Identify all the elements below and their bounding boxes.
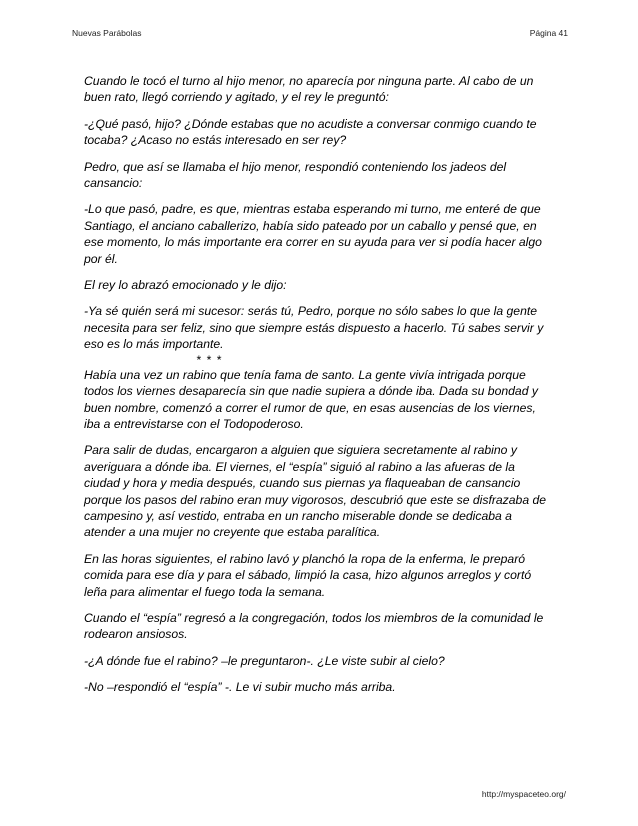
paragraph: Había una vez un rabino que tenía fama de santo. La gente vivía intrigada porque todos los viernes desaparecía sin que nadie supiera a dónde iba. Dada su bondad y buen nombre, comenzó a correr el rumor de que, en esas ausencias de los viernes, iba a entrevistarse con el Todopoderoso. [84,367,538,431]
paragraph: Pedro, que así se llamaba el hijo menor, respondió conteniendo los jadeos del cansancio: [84,159,507,191]
paragraph: Cuando le tocó el turno al hijo menor, no aparecía por ninguna parte. Al cabo de un buen rato, llegó corriendo y agitado, y el rey le preguntó: [84,74,534,105]
paragraph: -Ya sé quién será mi sucesor: serás tú, Pedro, porque no sólo sabes lo que la gente necesita para ser feliz, sino que siempre estás dispuesto a hacerlo. Tú sabes servir y eso es lo más importante. [84,304,544,352]
page-body [84,73,554,706]
document-title: Nuevas Parábolas [72,28,142,38]
paragraph: -¿A dónde fue el rabino? –le preguntaron-. ¿Le viste subir al cielo? [84,653,445,668]
paragraph: -Lo que pasó, padre, es que, mientras estaba esperando mi turno, me enteré de que Santiago, el anciano caballerizo, había sido pateado por un caballo y pensé que, en ese momento, lo más importante era correr en su ayuda para ver si podía hacer algo por él. [84,202,542,266]
page-number: Página 41 [529,28,568,38]
section-separator: * * * [196,352,223,367]
paragraph: El rey lo abrazó emocionado y le dijo: [84,278,287,293]
page-header [72,28,568,42]
footer-url: http://myspaceteo.org/ [481,789,566,799]
paragraph: -¿Qué pasó, hijo? ¿Dónde estabas que no acudiste a conversar conmigo cuando te tocaba? ¿Acaso no estás interesado en ser rey? [84,116,537,148]
paragraph: Para salir de dudas, encargaron a alguien que siguiera secretamente al rabino y averiguara a dónde iba. El viernes, el “espía” siguió al rabino a las afueras de la ciudad y hora y media después, cuando sus piernas ya flaqueaban de cansancio porque los pasos del rabino eran muy vigorosos, descubrió que este se disfrazaba de campesino y, así vestido, entraba en un rancho miserable donde se dedicaba a atender a una mujer no creyente que estaba paralítica. [84,443,547,540]
paragraph: En las horas siguientes, el rabino lavó y planchó la ropa de la enferma, le preparó comida para ese día y para el sábado, limpió la casa, hizo algunos arreglos y cortó leña para alimentar el fuego toda la semana. [84,551,532,599]
paragraph: Cuando el “espía” regresó a la congregación, todos los miembros de la comunidad le rodearon ansiosos. [84,610,544,642]
paragraph: -No –respondió el “espía” -. Le vi subir mucho más arriba. [84,680,396,695]
